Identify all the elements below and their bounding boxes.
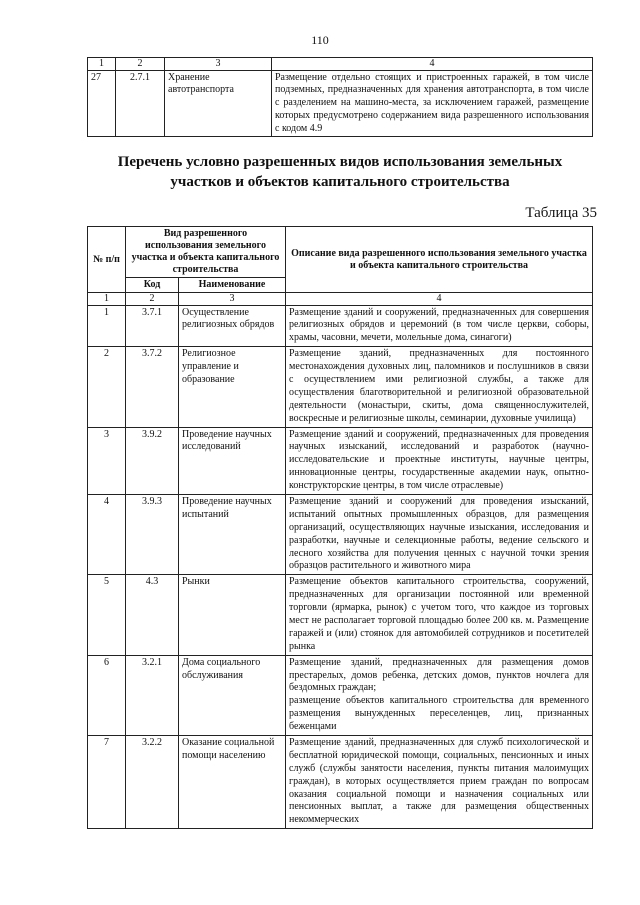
column-number-row	[88, 58, 593, 71]
column-number: 3	[179, 293, 286, 306]
table-row	[88, 427, 593, 494]
row-number: 27	[88, 70, 116, 137]
row-number: 3	[88, 427, 126, 494]
row-name: Проведение научных испытаний	[179, 494, 286, 574]
column-number: 3	[165, 58, 272, 71]
row-code: 3.9.2	[126, 427, 179, 494]
row-name: Оказание социальной помощи населению	[179, 736, 286, 829]
header-group: Вид разрешенного использования земельного участка и объекта капитального строительства	[126, 227, 286, 278]
header-num: № п/п	[88, 227, 126, 293]
row-name: Проведение научных исследований	[179, 427, 286, 494]
header-name: Наименование	[179, 278, 286, 293]
row-code: 2.7.1	[116, 70, 165, 137]
row-number: 6	[88, 655, 126, 735]
row-description: Размещение зданий и сооружений, предназначенных для проведения научных изысканий, исследований и разработок (научно-исследовательские и проектные институты, научные центры, инновационные центры, государственные академии наук, опытно-конструкторские центры, в том числе отраслевые)	[286, 427, 593, 494]
table-row	[88, 70, 593, 137]
table-row	[88, 305, 593, 347]
row-code: 3.2.2	[126, 736, 179, 829]
table-row	[88, 575, 593, 655]
row-name: Рынки	[179, 575, 286, 655]
row-description: Размещение объектов капитального строительства, сооружений, предназначенных для организации постоянной или временной торговли (ярмарка, рынок) с учетом того, что каждое из торговых мест не располагает торговой площадью более 200 кв. м. Размещение гаражей и (или) стоянок для автомобилей сотрудников и посетителей рынка	[286, 575, 593, 655]
table-caption: Таблица 35	[525, 205, 597, 221]
row-code: 3.7.1	[126, 305, 179, 347]
row-code: 3.2.1	[126, 655, 179, 735]
heading-line: Перечень условно разрешенных видов использования земельных	[117, 154, 563, 170]
previous-table	[87, 57, 593, 137]
column-number: 1	[88, 293, 126, 306]
description-paragraph: размещение объектов капитального строительства для временного размещения вынужденных переселенцев, лиц, признанных беженцами	[289, 695, 589, 733]
column-number: 1	[88, 58, 116, 71]
row-description: Размещение зданий и сооружений для проведения изысканий, испытаний опытных промышленных образцов, для размещения организаций, осуществляющих научные изыскания, исследования и разработки, научные и селекционные работы, ведение сельского и лесного хозяйства для получения ценных с научной точки зрения образцов растительного и животного мира	[286, 494, 593, 574]
column-number: 2	[116, 58, 165, 71]
row-number: 4	[88, 494, 126, 574]
header-description: Описание вида разрешенного использования земельного участка и объекта капитального строительства	[286, 227, 593, 293]
header-code: Код	[126, 278, 179, 293]
row-code: 3.9.3	[126, 494, 179, 574]
heading-line: участков и объектов капитального строительства	[170, 173, 510, 190]
row-description: Размещение отдельно стоящих и пристроенных гаражей, в том числе подземных, предназначенных для хранения автотранспорта, в том числе с разделением на машино-места, за исключением гаражей, размещение которых предусмотрено содержанием вида разрешенного использования с кодом 4.9	[272, 70, 593, 137]
row-name: Осуществление религиозных обрядов	[179, 305, 286, 347]
row-name: Хранение автотранспорта	[165, 70, 272, 137]
row-description: Размещение зданий и сооружений, предназначенных для совершения религиозных обрядов и церемоний (в том числе церкви, соборы, храмы, часовни, мечети, молельные дома, синагоги)	[286, 305, 593, 347]
table-row	[88, 736, 593, 829]
row-code: 4.3	[126, 575, 179, 655]
row-number: 7	[88, 736, 126, 829]
page-number: 110	[311, 33, 329, 47]
row-name: Дома социального обслуживания	[179, 655, 286, 735]
row-number: 2	[88, 347, 126, 427]
column-number: 2	[126, 293, 179, 306]
description-paragraph: Размещение зданий, предназначенных для размещения домов престарелых, домов ребенка, детских домов, пунктов ночлега для бездомных граждан;	[289, 656, 589, 694]
section-heading	[100, 153, 580, 192]
column-number-row	[88, 293, 593, 306]
table-row	[88, 347, 593, 427]
row-number: 1	[88, 305, 126, 347]
row-description	[286, 655, 593, 735]
main-table	[87, 226, 593, 829]
column-number: 4	[286, 293, 593, 306]
row-description: Размещение зданий, предназначенных для постоянного местонахождения духовных лиц, паломников и послушников в связи с осуществлением ими религиозной службы, а также для осуществления благотворительной и религиозной образовательной деятельности (монастыри, скиты, дома священнослужителей, воскресные и религиозные школы, семинарии, духовные училища)	[286, 347, 593, 427]
row-name: Религиозное управление и образование	[179, 347, 286, 427]
row-number: 5	[88, 575, 126, 655]
column-number: 4	[272, 58, 593, 71]
header-row	[88, 227, 593, 278]
row-code: 3.7.2	[126, 347, 179, 427]
table-row	[88, 494, 593, 574]
table-row	[88, 655, 593, 735]
row-description: Размещение зданий, предназначенных для служб психологической и бесплатной юридической помощи, социальных, пенсионных и иных служб (службы занятости населения, пункты питания малоимущих граждан), в которых осуществляется прием граждан по вопросам оказания социальной помощи и назначения социальных или пенсионных выплат, а также для размещения общественных некоммерческих	[286, 736, 593, 829]
